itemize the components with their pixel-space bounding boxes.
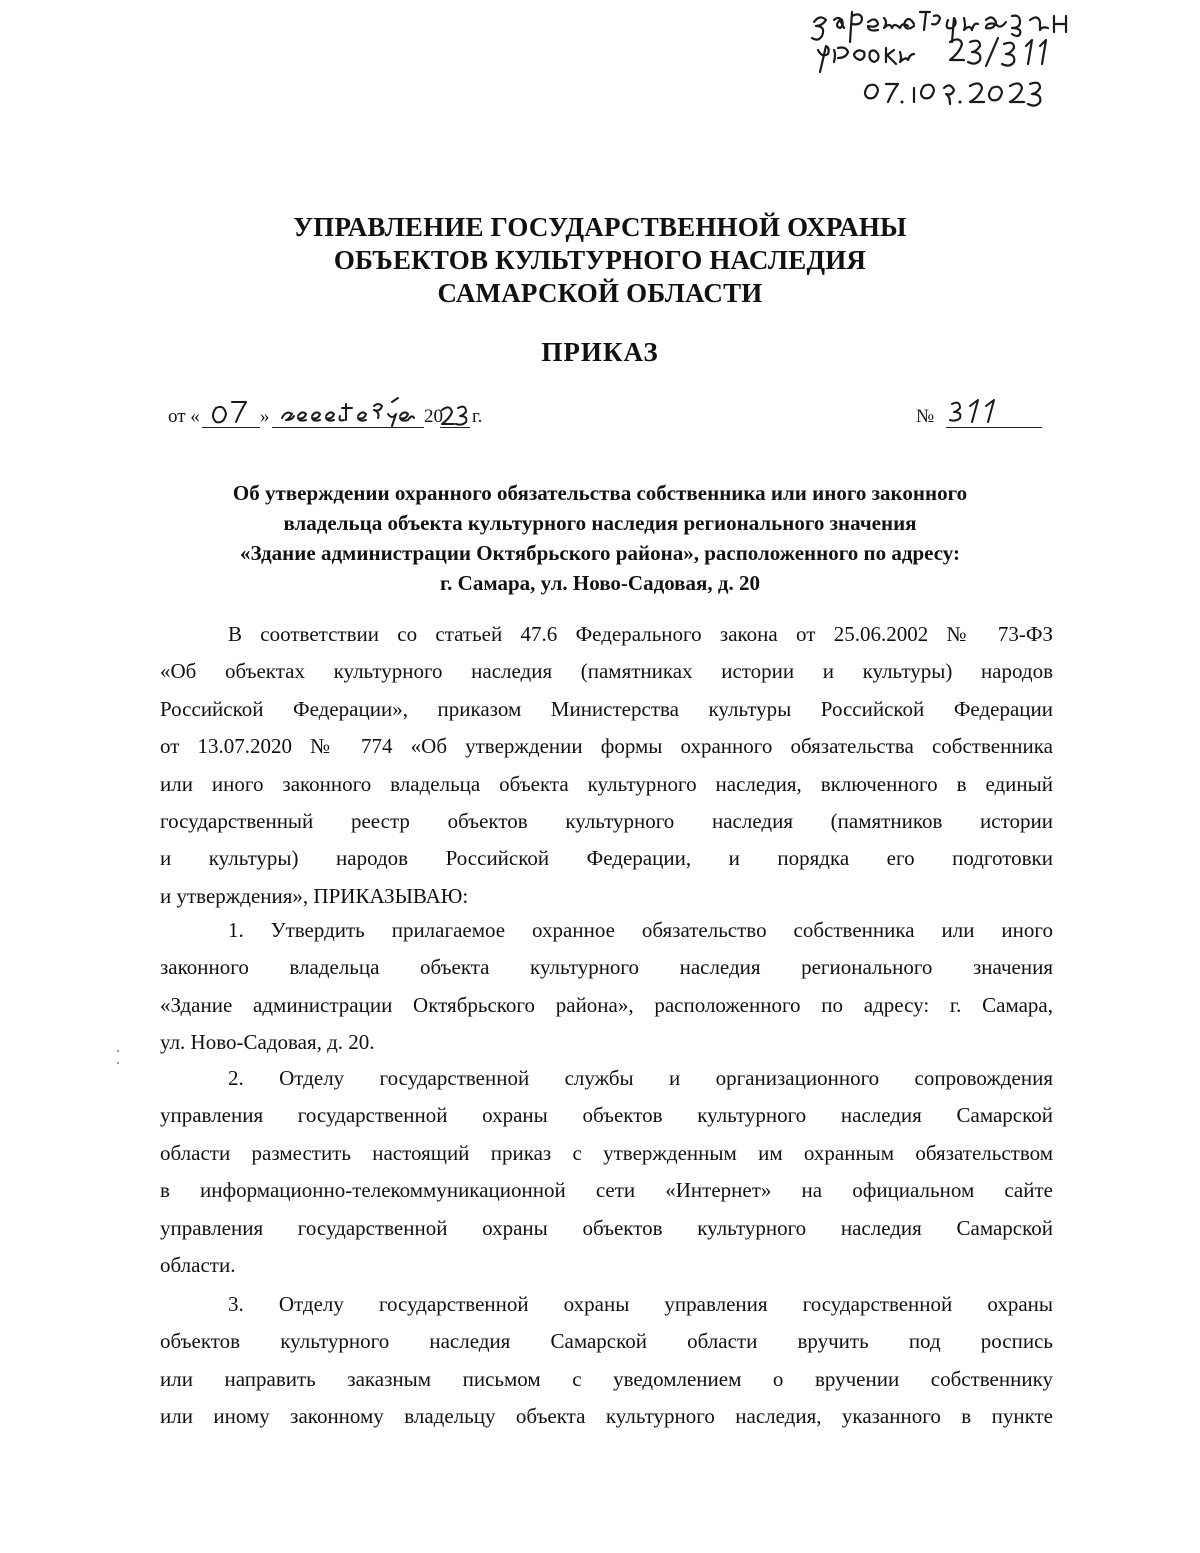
clause-1-line: законного владельца объекта культурного наследия регионального значения bbox=[160, 955, 1053, 980]
day-underline bbox=[202, 427, 260, 428]
preamble-line: и культуры) народов Российской Федерации, и порядка его подготовки bbox=[160, 846, 1053, 871]
clause-1-paragraph bbox=[160, 912, 1053, 1062]
clause-3-line: объектов культурного наследия Самарской области вручить под роспись bbox=[160, 1329, 1053, 1354]
clause-2-line: управления государственной охраны объектов культурного наследия Самарской bbox=[160, 1215, 1053, 1240]
organization-name-line1: УПРАВЛЕНИЕ ГОСУДАРСТВЕННОЙ ОХРАНЫ bbox=[293, 212, 907, 242]
number-label: № bbox=[916, 406, 935, 427]
handwritten-registration-mark bbox=[808, 2, 1104, 110]
preamble-line: В соответствии со статьей 47.6 Федерального закона от 25.06.2002 № 73-ФЗ bbox=[228, 622, 1053, 646]
subject-line2: владельца объекта культурного наследия регионального значения bbox=[283, 511, 917, 535]
clause-2-line: управления государственной охраны объектов культурного наследия Самарской bbox=[160, 1103, 1053, 1128]
preamble-line: Российской Федерации», приказом Министерства культуры Российской Федерации bbox=[160, 696, 1053, 721]
clause-2-line: в информационно-телекоммуникационной сети «Интернет» на официальном сайте bbox=[160, 1178, 1053, 1203]
date-prefix: от « bbox=[168, 406, 200, 427]
preamble-line: государственный реестр объектов культурного наследия (памятников истории bbox=[160, 809, 1053, 834]
subject-line4: г. Самара, ул. Ново-Садовая, д. 20 bbox=[439, 571, 761, 595]
date-mid: » bbox=[260, 406, 270, 427]
clause-3-line: или иному законному владельцу объекта культурного наследия, указанного в пункте bbox=[160, 1404, 1053, 1429]
clause-3-paragraph bbox=[160, 1286, 1053, 1436]
subject-line1: Об утверждении охранного обязательства собственника или иного законного bbox=[232, 481, 968, 505]
year-suffix: г. bbox=[472, 406, 483, 427]
order-number bbox=[916, 396, 1046, 436]
registration-handwritten-note bbox=[808, 2, 1104, 110]
preamble-line: или иного законного владельца объекта культурного наследия, включенного в единый bbox=[160, 771, 1053, 796]
number-underline bbox=[946, 427, 1042, 428]
handwritten-number bbox=[948, 396, 1008, 426]
handwritten-year bbox=[440, 398, 476, 428]
subject-line3: «Здание администрации Октябрьского района», расположенного по адресу: bbox=[239, 541, 960, 565]
clause-3-line: 3. Отделу государственной охраны управления государственной охраны bbox=[228, 1292, 1053, 1316]
document-type-title: ПРИКАЗ bbox=[541, 337, 659, 367]
clause-2-line: области. bbox=[160, 1253, 236, 1278]
preamble-line: «Об объектах культурного наследия (памятниках истории и культуры) народов bbox=[160, 659, 1053, 684]
clause-2-line: 2. Отделу государственной службы и организационного сопровождения bbox=[228, 1066, 1053, 1090]
clause-1-line: «Здание администрации Октябрьского района», расположенного по адресу: г. Самара, bbox=[160, 992, 1053, 1017]
preamble-line: и утверждения», ПРИКАЗЫВАЮ: bbox=[160, 883, 469, 908]
organization-name-line3: САМАРСКОЙ ОБЛАСТИ bbox=[437, 278, 763, 308]
margin-mark bbox=[117, 1040, 123, 1084]
organization-name-line2: ОБЪЕКТОВ КУЛЬТУРНОГО НАСЛЕДИЯ bbox=[333, 245, 867, 275]
handwritten-month bbox=[276, 396, 426, 428]
preamble-paragraph bbox=[160, 616, 1053, 915]
clause-1-line: ул. Ново-Садовая, д. 20. bbox=[160, 1030, 375, 1055]
order-date bbox=[168, 396, 508, 436]
year-underline bbox=[440, 427, 470, 428]
clause-2-paragraph bbox=[160, 1060, 1053, 1284]
preamble-line: от 13.07.2020 № 774 «Об утверждении формы охранного обязательства собственника bbox=[160, 734, 1053, 759]
clause-3-line: или направить заказным письмом с уведомлением о вручении собственнику bbox=[160, 1366, 1053, 1391]
clause-1-line: 1. Утвердить прилагаемое охранное обязательство собственника или иного bbox=[228, 918, 1053, 942]
handwritten-day bbox=[208, 396, 252, 426]
year-prefix: 20 bbox=[424, 406, 443, 427]
clause-2-line: области разместить настоящий приказ с утвержденным им охранным обязательством bbox=[160, 1140, 1053, 1165]
